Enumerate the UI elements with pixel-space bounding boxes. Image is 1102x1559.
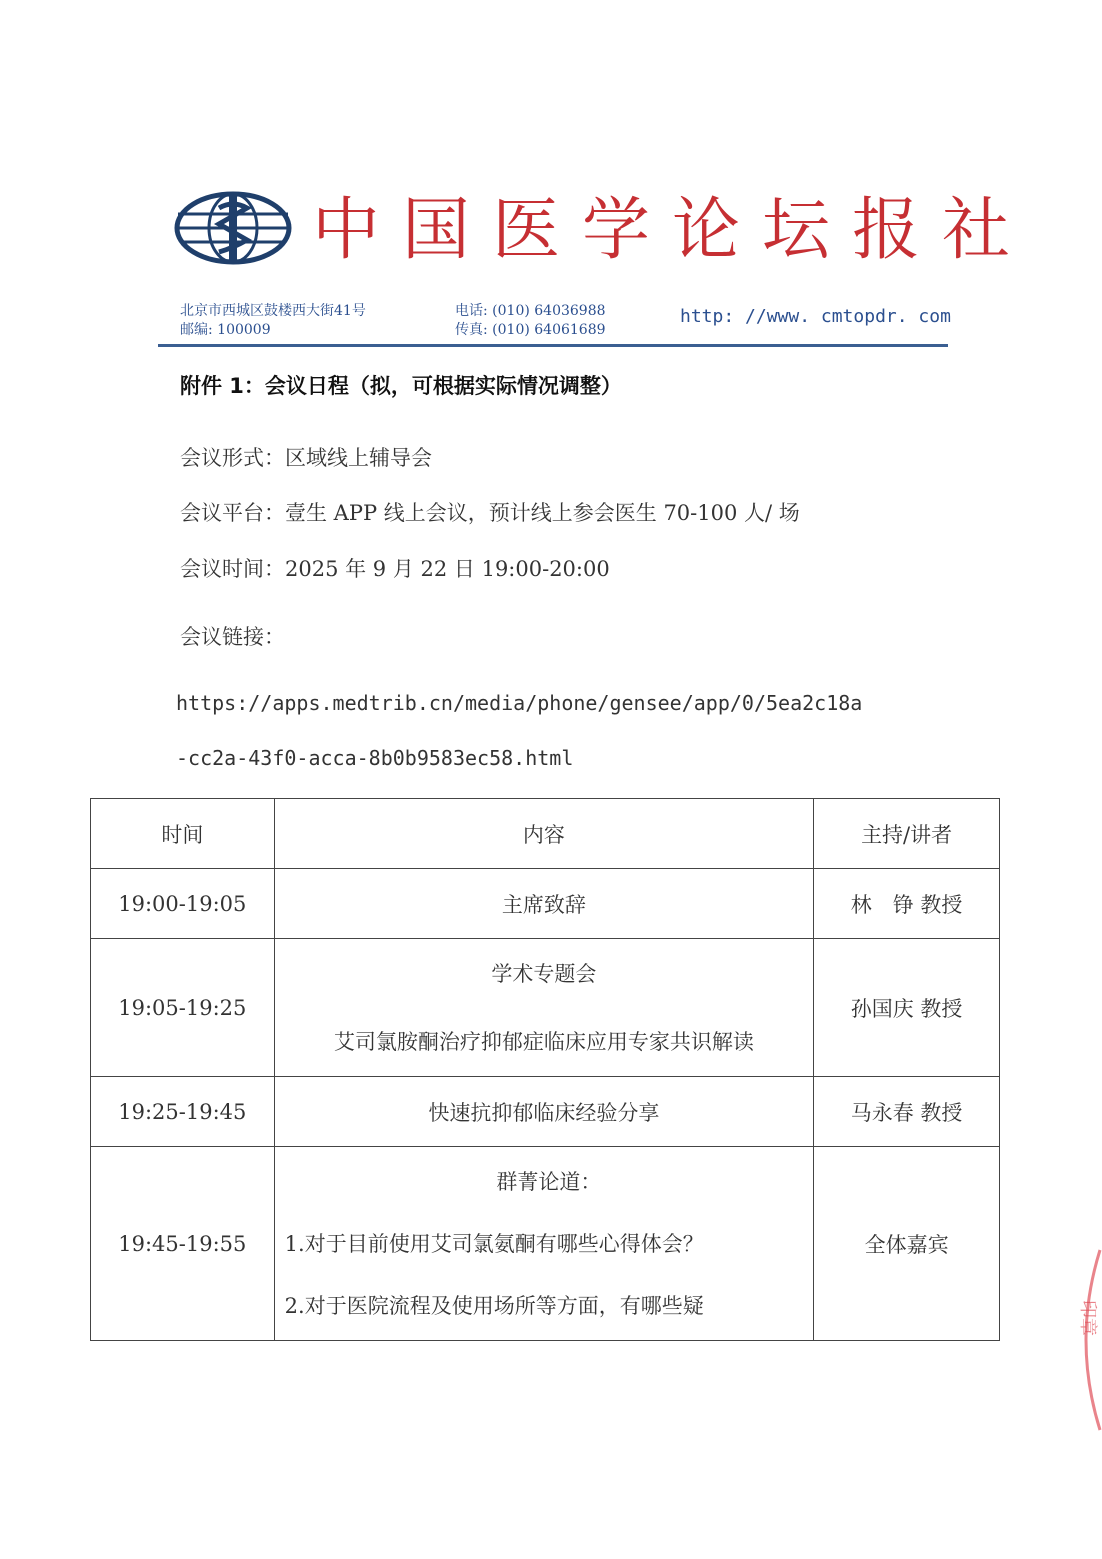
row-speaker: 孙国庆 教授	[814, 939, 1000, 1077]
row-speaker: 林 铮 教授	[814, 869, 1000, 939]
content-title: 群菁论道：	[496, 1169, 602, 1194]
page-title: 附件 1：会议日程（拟，可根据实际情况调整）	[180, 374, 622, 398]
table-row	[91, 869, 1000, 939]
header-divider	[158, 344, 948, 347]
content-question-1: 1.对于目前使用艾司氯氨酮有哪些心得体会？	[284, 1231, 704, 1256]
header-content: 内容	[274, 799, 814, 869]
row-time: 19:25-19:45	[91, 1077, 275, 1147]
meeting-link-line2[interactable]: -cc2a-43f0-acca-8b0b9583ec58.html	[176, 746, 574, 770]
row-time: 19:00-19:05	[91, 869, 275, 939]
row-content	[274, 1147, 814, 1341]
table-header-row	[91, 799, 1000, 869]
content-title: 学术专题会	[491, 961, 597, 986]
row-speaker: 马永春 教授	[814, 1077, 1000, 1147]
row-time: 19:05-19:25	[91, 939, 275, 1077]
fax-text: 传真: (010) 64061689	[455, 322, 606, 338]
schedule-table	[90, 798, 1000, 1341]
content-topic: 艾司氯胺酮治疗抑郁症临床应用专家共识解读	[333, 1029, 754, 1054]
meeting-link-line1[interactable]: https://apps.medtrib.cn/media/phone/gensee/app/0/5ea2c18a	[176, 691, 863, 715]
phone-text: 电话: (010) 64036988	[455, 303, 606, 319]
row-time: 19:45-19:55	[91, 1147, 275, 1341]
postcode-text: 邮编: 100009	[180, 322, 271, 338]
address-text: 北京市西城区鼓楼西大街41号	[180, 303, 366, 319]
content-question-2: 2.对于医院流程及使用场所等方面，有哪些疑	[284, 1293, 704, 1318]
website-link[interactable]: http: //www. cmtopdr. com	[680, 306, 951, 327]
header-speaker: 主持/讲者	[814, 799, 1000, 869]
table-row	[91, 1147, 1000, 1341]
svg-text:印章: 印章	[1077, 1300, 1098, 1336]
org-name: 中国医学论坛报社	[312, 191, 1033, 270]
meeting-link-label: 会议链接：	[180, 625, 285, 649]
seal-stamp-icon	[1062, 1240, 1102, 1440]
table-row	[91, 1077, 1000, 1147]
row-content: 快速抗抑郁临床经验分享	[274, 1077, 814, 1147]
table-row	[91, 939, 1000, 1077]
meeting-platform: 会议平台：壹生 APP 线上会议，预计线上参会医生 70-100 人/ 场	[180, 501, 800, 525]
row-content	[274, 939, 814, 1077]
row-content: 主席致辞	[274, 869, 814, 939]
meeting-format: 会议形式：区域线上辅导会	[180, 446, 432, 470]
globe-logo-icon	[174, 190, 292, 266]
meeting-time: 会议时间：2025 年 9 月 22 日 19:00-20:00	[180, 557, 610, 581]
row-speaker: 全体嘉宾	[814, 1147, 1000, 1341]
header-time: 时间	[91, 799, 275, 869]
